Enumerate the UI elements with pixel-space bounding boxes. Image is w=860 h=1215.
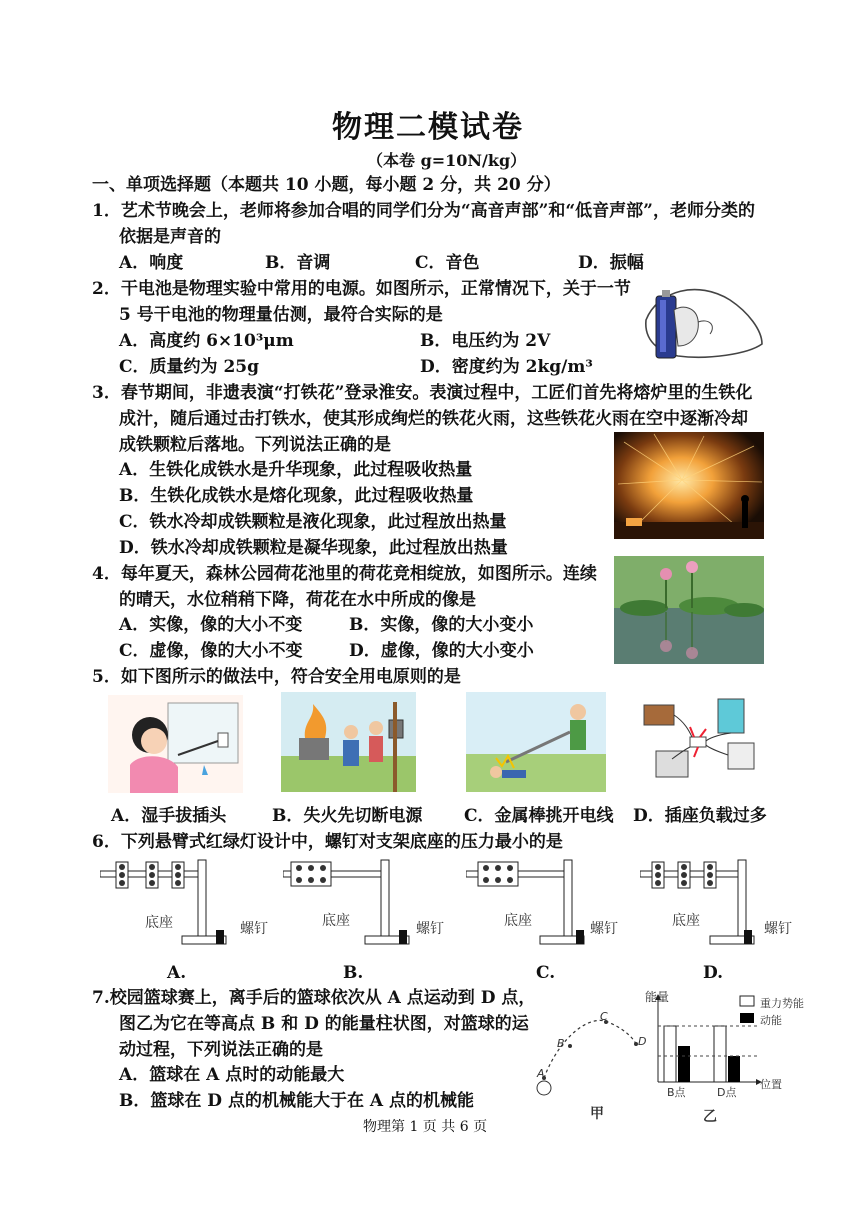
question-text: 图乙为它在等高点 B 和 D 的能量柱状图，对篮球的运 (119, 1014, 529, 1034)
battery-hand-image (638, 270, 766, 368)
option-d: D．铁水冷却成铁颗粒是凝华现象，此过程放出热量 (119, 538, 508, 558)
question-text: 1．艺术节晚会上，老师将参加合唱的同学们分为“高音声部”和“低音声部”，老师分类的 (92, 201, 755, 221)
option-d: D．虚像，像的大小变小 (349, 641, 534, 661)
option-b: B．生铁化成铁水是熔化现象，此过程吸收热量 (119, 486, 474, 506)
option-b: B．篮球在 D 点的机械能大于在 A 点的机械能 (119, 1091, 474, 1111)
legend-potential-energy: 重力势能 (760, 997, 804, 1010)
question-text: 6．下列悬臂式红绿灯设计中，螺钉对支架底座的压力最小的是 (92, 832, 563, 852)
option-d: D．振幅 (578, 253, 644, 273)
section-heading: 一、单项选择题（本题共 10 小题，每小题 2 分，共 20 分） (92, 175, 561, 195)
option-a: A. (167, 963, 187, 983)
energy-axis-label: 能量 (645, 990, 670, 1004)
d-point-tick: D点 (717, 1086, 737, 1099)
question-text: 7.校园篮球赛上，离手后的篮球依次从 A 点运动到 D 点， (92, 988, 536, 1008)
wet-hands-plug-image (108, 695, 243, 793)
point-b-label: B (557, 1037, 565, 1050)
point-d-label: D (638, 1035, 647, 1048)
base-label: 底座 (145, 915, 173, 931)
position-axis-label: 位置 (760, 1078, 782, 1091)
option-d: D．密度约为 2kg/m³ (420, 357, 593, 377)
option-a: A．湿手拔插头 (111, 806, 227, 826)
option-b: B．失火先切断电源 (272, 806, 423, 826)
screw-label: 螺钉 (240, 921, 268, 937)
traffic-light-figure-d (640, 852, 780, 958)
option-c: C．虚像，像的大小不变 (119, 641, 303, 661)
b-point-tick: B点 (667, 1086, 686, 1099)
traffic-light-figure-c (466, 852, 606, 958)
basketball-trajectory-figure (530, 1006, 655, 1110)
screw-label: 螺钉 (590, 921, 618, 937)
question-text: 2．干电池是物理实验中常用的电源。如图所示，正常情况下，关于一节 (92, 279, 631, 299)
screw-label: 螺钉 (416, 921, 444, 937)
metal-rod-wire-image (466, 692, 606, 792)
lotus-pond-photo (614, 556, 764, 664)
traffic-light-figure-a (100, 852, 240, 958)
question-text: 依据是声音的 (119, 227, 221, 247)
option-c: C．金属棒挑开电线 (464, 806, 614, 826)
page-footer: 物理第 1 页 共 6 页 (363, 1119, 488, 1135)
question-text: 的晴天，水位稍稍下降，荷花在水中所成的像是 (119, 590, 476, 610)
figure-jia-label: 甲 (590, 1106, 604, 1122)
option-a: A．响度 (119, 253, 184, 273)
option-b: B．电压约为 2V (420, 331, 551, 351)
point-a-label: A (537, 1067, 545, 1080)
page-title: 物理二模试卷 (332, 110, 524, 145)
legend-kinetic-energy: 动能 (760, 1014, 782, 1027)
option-c: C. (536, 963, 556, 983)
option-c: C．质量约为 25g (119, 357, 259, 377)
option-a: A．实像，像的大小不变 (119, 615, 303, 635)
figure-yi-label: 乙 (703, 1109, 717, 1125)
option-b: B. (343, 963, 364, 983)
option-b: B．实像，像的大小变小 (349, 615, 534, 635)
fire-cut-power-image (281, 692, 416, 792)
question-text: 动过程，下列说法正确的是 (119, 1040, 323, 1060)
option-a: A．生铁化成铁水是升华现象，此过程吸收热量 (119, 460, 473, 480)
question-text: 5．如下图所示的做法中，符合安全用电原则的是 (92, 667, 461, 687)
question-text: 4．每年夏天，森林公园荷花池里的荷花竞相绽放，如图所示。连续 (92, 564, 597, 584)
screw-label: 螺钉 (764, 921, 792, 937)
overloaded-socket-image (636, 693, 766, 793)
page-subtitle: （本卷 g=10N/kg） (367, 151, 527, 170)
base-label: 底座 (672, 913, 700, 929)
point-c-label: C (600, 1010, 608, 1023)
option-a: A．高度约 6×10³μm (119, 331, 294, 351)
question-text: 5 号干电池的物理量估测，最符合实际的是 (119, 305, 443, 325)
option-b: B．音调 (265, 253, 331, 273)
question-text: 3．春节期间，非遗表演“打铁花”登录淮安。表演过程中，工匠们首先将熔炉里的生铁化 (92, 383, 753, 403)
option-c: C．铁水冷却成铁颗粒是液化现象，此过程放出热量 (119, 512, 507, 532)
question-text: 成汁，随后通过击打铁水，使其形成绚烂的铁花火雨，这些铁花火雨在空中逐渐冷却 (119, 409, 748, 429)
question-text: 成铁颗粒后落地。下列说法正确的是 (119, 435, 391, 455)
iron-fireworks-photo (614, 432, 764, 539)
traffic-light-figure-b (283, 852, 423, 958)
option-a: A．篮球在 A 点时的动能最大 (119, 1065, 345, 1085)
option-c: C．音色 (415, 253, 480, 273)
option-d: D. (703, 963, 724, 983)
option-d: D．插座负载过多 (633, 806, 767, 826)
base-label: 底座 (322, 913, 350, 929)
base-label: 底座 (504, 913, 532, 929)
